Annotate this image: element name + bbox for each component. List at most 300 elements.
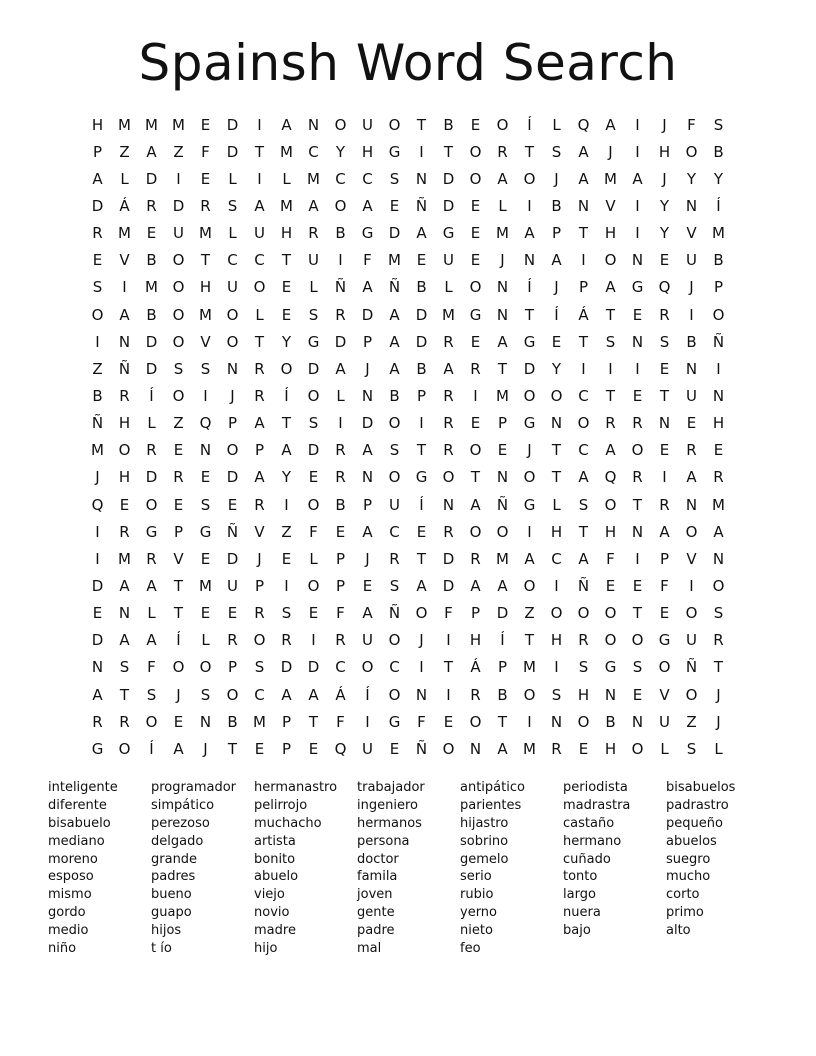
grid-letter: D [442, 196, 455, 215]
grid-letter: Y [281, 468, 292, 487]
grid-letter: F [417, 712, 426, 731]
grid-letter: I [338, 414, 343, 433]
word-list-item: hermanastro [254, 780, 338, 795]
grid-letter: Á [578, 305, 589, 324]
grid-letter: E [362, 576, 373, 595]
grid-letter: M [523, 739, 536, 758]
grid-letter: C [389, 658, 400, 677]
grid-letter: G [523, 332, 536, 351]
grid-letter: N [415, 169, 428, 188]
grid-letter: O [361, 658, 374, 677]
grid-letter: D [334, 332, 347, 351]
grid-letter: E [470, 196, 481, 215]
grid-letter: S [659, 332, 670, 351]
grid-letter: E [308, 604, 319, 623]
word-column [666, 779, 769, 958]
grid-letter: E [551, 332, 562, 351]
grid-letter: E [416, 251, 427, 270]
grid-letter: Y [686, 169, 697, 188]
grid-letter: N [91, 658, 104, 677]
grid-letter: O [334, 196, 347, 215]
grid-letter: D [145, 359, 158, 378]
grid-letter: M [199, 576, 212, 595]
grid-letter: D [442, 549, 455, 568]
grid-letter: E [686, 414, 697, 433]
grid-letter: T [605, 386, 616, 405]
grid-letter: O [685, 685, 698, 704]
grid-letter: E [659, 251, 670, 270]
word-list-item: gente [357, 905, 395, 921]
grid-letter: M [118, 224, 131, 243]
grid-letter: L [147, 604, 156, 623]
grid-letter: E [632, 685, 643, 704]
grid-letter: A [497, 169, 508, 188]
grid-letter: I [635, 196, 640, 215]
grid-letter: Ñ [334, 278, 347, 297]
grid-letter: U [173, 224, 184, 243]
grid-letter: B [146, 251, 157, 270]
word-list-item: suegro [666, 851, 711, 867]
grid-letter: N [415, 685, 428, 704]
grid-letter: E [200, 604, 211, 623]
grid-letter: I [95, 549, 100, 568]
grid-letter: O [496, 522, 509, 541]
grid-letter: Á [335, 685, 346, 704]
grid-letter: U [254, 224, 265, 243]
grid-row [84, 274, 732, 301]
grid-letter: P [578, 278, 589, 297]
grid-letter: O [523, 169, 536, 188]
word-list-item: alto [666, 923, 691, 939]
grid-letter: A [389, 332, 400, 351]
word-list-item: padrastro [666, 797, 729, 813]
word-list-item: pequeño [666, 815, 723, 831]
grid-letter: N [685, 495, 698, 514]
grid-letter: A [470, 576, 481, 595]
grid-letter: N [118, 604, 131, 623]
grid-row [84, 138, 732, 165]
grid-letter: N [469, 739, 482, 758]
grid-letter: C [308, 142, 319, 161]
grid-letter: I [635, 224, 640, 243]
grid-letter: I [311, 631, 316, 650]
grid-letter: J [500, 251, 505, 270]
grid-letter: N [496, 468, 509, 487]
grid-row [84, 247, 732, 274]
grid-letter: N [631, 522, 644, 541]
grid-letter: O [469, 712, 482, 731]
grid-letter: D [307, 359, 320, 378]
grid-letter: A [308, 685, 319, 704]
grid-letter: Y [281, 332, 292, 351]
grid-letter: S [308, 305, 319, 324]
grid-letter: B [551, 196, 562, 215]
grid-letter: N [550, 712, 563, 731]
grid-letter: D [91, 196, 104, 215]
grid-letter: Q [577, 115, 590, 134]
grid-letter: I [446, 685, 451, 704]
grid-letter: D [145, 332, 158, 351]
grid-letter: N [442, 495, 455, 514]
grid-letter: I [608, 359, 613, 378]
grid-letter: D [361, 414, 374, 433]
grid-letter: Ñ [118, 359, 131, 378]
grid-letter: E [92, 251, 103, 270]
grid-letter: B [416, 278, 427, 297]
grid-letter: C [578, 386, 589, 405]
grid-letter: R [119, 712, 130, 731]
word-column [357, 779, 460, 958]
grid-letter: T [416, 549, 427, 568]
grid-letter: J [419, 631, 424, 650]
grid-letter: S [713, 115, 724, 134]
grid-letter: R [92, 224, 103, 243]
grid-letter: N [604, 685, 617, 704]
grid-letter: G [415, 468, 428, 487]
grid-letter: E [605, 576, 616, 595]
word-list-item: yerno [460, 905, 498, 921]
grid-letter: R [335, 468, 346, 487]
grid-letter: E [200, 468, 211, 487]
grid-letter: O [388, 468, 401, 487]
grid-row [84, 355, 732, 382]
grid-letter: R [632, 468, 643, 487]
grid-letter: E [389, 196, 400, 215]
grid-letter: O [469, 441, 482, 460]
grid-letter: E [416, 522, 427, 541]
grid-letter: R [659, 495, 670, 514]
grid-row [84, 654, 732, 681]
grid-letter: F [363, 251, 372, 270]
grid-letter: E [632, 386, 643, 405]
grid-letter: L [147, 414, 156, 433]
grid-letter: A [416, 224, 427, 243]
grid-letter: M [307, 169, 320, 188]
grid-letter: O [712, 576, 725, 595]
page-title: Spainsh Word Search [138, 34, 678, 92]
grid-letter: E [470, 332, 481, 351]
grid-letter: T [254, 142, 265, 161]
word-list-item: bajo [563, 923, 591, 939]
grid-letter: M [91, 441, 104, 460]
grid-letter: N [550, 414, 563, 433]
grid-letter: H [550, 631, 563, 650]
grid-letter: N [361, 468, 374, 487]
grid-letter: T [632, 604, 643, 623]
grid-row [84, 328, 732, 355]
grid-letter: J [554, 169, 559, 188]
grid-letter: I [635, 359, 640, 378]
grid-letter: V [659, 685, 670, 704]
grid-letter: L [120, 169, 129, 188]
word-list-item: diferente [48, 797, 107, 813]
grid-letter: N [118, 332, 131, 351]
grid-letter: O [712, 305, 725, 324]
grid-letter: N [496, 278, 509, 297]
grid-letter: T [281, 251, 292, 270]
word-list-item: bisabuelo [48, 815, 111, 831]
grid-letter: D [442, 169, 455, 188]
grid-letter: R [551, 739, 562, 758]
grid-letter: V [254, 522, 265, 541]
grid-letter: D [361, 305, 374, 324]
grid-letter: Z [281, 522, 292, 541]
grid-letter: I [257, 115, 262, 134]
grid-letter: U [686, 251, 697, 270]
grid-letter: E [281, 549, 292, 568]
grid-letter: O [172, 278, 185, 297]
word-list-item: hijos [151, 923, 182, 939]
grid-letter: Q [199, 414, 212, 433]
grid-letter: N [631, 712, 644, 731]
grid-letter: O [604, 604, 617, 623]
grid-letter: O [388, 115, 401, 134]
grid-letter: R [659, 305, 670, 324]
grid-letter: T [659, 386, 670, 405]
grid-letter: J [527, 441, 532, 460]
grid-letter: S [173, 359, 184, 378]
grid-letter: E [308, 468, 319, 487]
grid-letter: S [389, 441, 400, 460]
grid-letter: Á [470, 658, 481, 677]
grid-letter: J [608, 142, 613, 161]
grid-letter: A [254, 468, 265, 487]
grid-letter: O [91, 305, 104, 324]
grid-letter: D [280, 658, 293, 677]
grid-letter: E [200, 115, 211, 134]
grid-letter: N [631, 332, 644, 351]
grid-letter: T [308, 712, 319, 731]
grid-letter: O [280, 359, 293, 378]
grid-row [84, 600, 732, 627]
grid-letter: R [686, 441, 697, 460]
grid-letter: E [146, 224, 157, 243]
grid-letter: D [226, 115, 239, 134]
grid-letter: T [713, 658, 724, 677]
grid-letter: A [497, 576, 508, 595]
grid-letter: R [632, 414, 643, 433]
word-column [48, 779, 151, 958]
grid-letter: T [578, 522, 589, 541]
grid-row [84, 464, 732, 491]
grid-letter: G [307, 332, 320, 351]
grid-letter: A [119, 631, 130, 650]
grid-letter: L [336, 386, 345, 405]
grid-letter: I [95, 332, 100, 351]
grid-letter: R [146, 196, 157, 215]
grid-letter: D [415, 305, 428, 324]
grid-letter: N [685, 359, 698, 378]
grid-letter: B [227, 712, 238, 731]
grid-letter: R [443, 386, 454, 405]
grid-letter: O [577, 712, 590, 731]
grid-letter: I [419, 142, 424, 161]
grid-letter: B [713, 142, 724, 161]
grid-letter: G [388, 712, 401, 731]
word-list-item: antipático [460, 780, 525, 795]
grid-letter: O [253, 278, 266, 297]
grid-letter: A [443, 359, 454, 378]
grid-letter: L [309, 278, 318, 297]
grid-letter: A [605, 441, 616, 460]
word-list-item: inteligente [48, 780, 118, 795]
grid-letter: R [281, 631, 292, 650]
grid-letter: F [147, 658, 156, 677]
grid-letter: G [442, 224, 455, 243]
grid-letter: O [523, 468, 536, 487]
grid-row [84, 165, 732, 192]
grid-letter: J [554, 278, 559, 297]
word-list-item: guapo [151, 905, 192, 921]
grid-letter: P [497, 658, 508, 677]
grid-letter: Z [686, 712, 697, 731]
grid-letter: P [335, 576, 346, 595]
grid-letter: I [689, 576, 694, 595]
grid-letter: I [338, 251, 343, 270]
grid-letter: O [685, 522, 698, 541]
grid-letter: Í [554, 305, 559, 324]
grid-letter: T [470, 468, 481, 487]
grid-letter: O [577, 604, 590, 623]
grid-letter: A [362, 278, 373, 297]
grid-letter: B [335, 495, 346, 514]
grid-letter: J [203, 739, 208, 758]
grid-letter: D [442, 576, 455, 595]
grid-letter: S [281, 604, 292, 623]
grid-letter: O [442, 468, 455, 487]
grid-letter: U [362, 115, 373, 134]
grid-letter: E [227, 604, 238, 623]
grid-letter: O [226, 305, 239, 324]
grid-letter: E [200, 169, 211, 188]
word-list-item: primo [666, 905, 704, 921]
grid-letter: O [469, 522, 482, 541]
grid-letter: Y [659, 196, 670, 215]
grid-letter: N [226, 359, 239, 378]
grid-letter: I [284, 495, 289, 514]
grid-letter: Y [335, 142, 346, 161]
grid-letter: S [632, 658, 643, 677]
word-list-item: famila [357, 869, 398, 885]
grid-letter: Ñ [415, 196, 428, 215]
grid-letter: P [659, 549, 670, 568]
grid-letter: R [254, 495, 265, 514]
grid-letter: M [712, 495, 725, 514]
word-list-item: hermano [563, 833, 622, 849]
grid-letter: A [335, 359, 346, 378]
grid-letter: A [497, 739, 508, 758]
grid-letter: M [388, 251, 401, 270]
grid-letter: U [227, 278, 238, 297]
grid-letter: E [470, 224, 481, 243]
grid-letter: M [280, 142, 293, 161]
grid-letter: O [388, 414, 401, 433]
grid-letter: M [145, 115, 158, 134]
grid-letter: B [92, 386, 103, 405]
grid-letter: C [389, 522, 400, 541]
grid-letter: A [470, 495, 481, 514]
grid-letter: A [119, 305, 130, 324]
grid-letter: I [581, 251, 586, 270]
word-column [254, 779, 357, 958]
grid-letter: Í [419, 495, 424, 514]
word-list-item: simpático [151, 797, 215, 813]
grid-letter: A [389, 359, 400, 378]
word-column [563, 779, 666, 958]
grid-letter: O [604, 495, 617, 514]
word-list-item: mal [357, 941, 382, 957]
grid-letter: Ñ [91, 414, 104, 433]
grid-letter: J [365, 359, 370, 378]
grid-letter: E [470, 414, 481, 433]
grid-letter: J [176, 685, 181, 704]
grid-letter: R [497, 142, 508, 161]
grid-letter: O [415, 604, 428, 623]
word-list-item: cuñado [563, 851, 611, 867]
grid-letter: I [635, 142, 640, 161]
word-list-item: bueno [151, 887, 192, 903]
grid-letter: J [365, 549, 370, 568]
grid-letter: N [685, 196, 698, 215]
grid-letter: L [660, 739, 669, 758]
word-list-item: bisabuelos [666, 780, 736, 795]
grid-letter: R [227, 631, 238, 650]
grid-letter: Í [149, 739, 154, 758]
grid-letter: Z [119, 142, 130, 161]
word-list-item: pelirrojo [254, 797, 308, 813]
grid-letter: L [228, 224, 237, 243]
grid-letter: H [91, 115, 104, 134]
grid-letter: G [523, 495, 536, 514]
grid-letter: E [578, 739, 589, 758]
grid-letter: Q [658, 278, 671, 297]
grid-letter: R [470, 359, 481, 378]
grid-letter: P [470, 604, 481, 623]
grid-letter: E [335, 522, 346, 541]
grid-letter: C [335, 169, 346, 188]
grid-letter: Í [149, 386, 154, 405]
grid-letter: P [254, 576, 265, 595]
grid-letter: A [659, 522, 670, 541]
grid-letter: A [524, 549, 535, 568]
grid-letter: O [118, 739, 131, 758]
grid-letter: I [635, 115, 640, 134]
grid-letter: A [605, 115, 616, 134]
grid-letter: O [172, 658, 185, 677]
grid-letter: A [578, 549, 589, 568]
grid-letter: D [145, 468, 158, 487]
grid-letter: E [632, 305, 643, 324]
grid-letter: I [122, 278, 127, 297]
grid-letter: N [523, 251, 536, 270]
grid-letter: Y [713, 169, 724, 188]
grid-letter: S [200, 495, 211, 514]
grid-letter: A [578, 142, 589, 161]
grid-letter: O [604, 251, 617, 270]
grid-letter: Í [716, 196, 721, 215]
grid-letter: N [307, 115, 320, 134]
word-list-item: nieto [460, 923, 493, 939]
word-list [48, 779, 788, 958]
grid-letter: E [659, 359, 670, 378]
grid-letter: H [604, 224, 617, 243]
grid-letter: E [308, 739, 319, 758]
grid-letter: T [497, 712, 508, 731]
word-list-item: joven [357, 887, 393, 903]
grid-letter: I [95, 522, 100, 541]
grid-letter: J [230, 386, 235, 405]
grid-letter: L [714, 739, 723, 758]
